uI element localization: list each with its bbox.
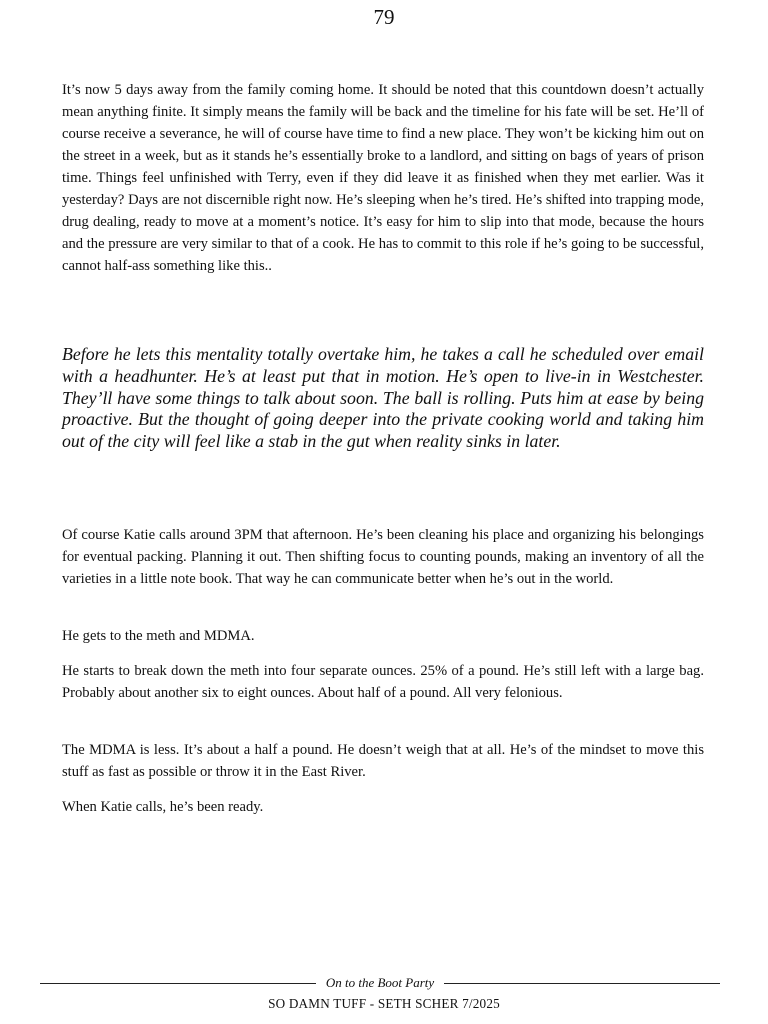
paragraph-katie-calls: Of course Katie calls around 3PM that afternoon. He’s been cleaning his place and organizing his belongings for eventual packing. Planning it out. Then shifting focus to counting pounds, making an inventory of all the varieties in a little note book. That way he can communicate better when he’s out in the world. <box>62 527 704 587</box>
footer <box>40 973 720 993</box>
page-number: 79 <box>373 5 395 29</box>
footer-rule-right <box>444 983 720 984</box>
paragraph-meth-mdma: He gets to the meth and MDMA. <box>62 628 255 644</box>
footer-rule-left <box>40 983 316 984</box>
paragraph-break-down: He starts to break down the meth into four separate ounces. 25% of a pound. He’s still left with a large bag. Probably about another six to eight ounces. About half of a pound. All very felonious. <box>62 663 704 701</box>
footer-title: On to the Boot Party <box>325 975 435 990</box>
footer-credit: SO DAMN TUFF - SETH SCHER 7/2025 <box>268 996 500 1011</box>
paragraph-mdma-less: The MDMA is less. It’s about a half a pound. He doesn’t weigh that at all. He’s of the mindset to move this stuff as fast as possible or throw it in the East River. <box>62 742 704 780</box>
paragraph-ready: When Katie calls, he’s been ready. <box>62 799 264 815</box>
paragraph-countdown: It’s now 5 days away from the family coming home. It should be noted that this countdown doesn’t actually mean anything finite. It simply means the family will be back and the timeline for his fate will be set. He’ll of course receive a severance, he will of course have time to find a new place. They won’t be kicking him out on the street in a week, but as it stands he’s essentially broke to a landlord, and sitting on bags of years of prison time. Things feel unfinished with Terry, even if they did leave it as finished when they met earlier. Was it yesterday? Days are not discernible right now. He’s sleeping when he’s tired. He’s shifted into trapping mode, drug dealing, ready to move at a moment’s notice. It’s easy for him to slip into that mode, because the hours and the pressure are very similar to that of a cook. He has to commit to this role if he’s going to be successful, cannot half-ass something like this.. <box>62 82 704 274</box>
paragraph-headhunter-italic: Before he lets this mentality totally overtake him, he takes a call he scheduled over email with a headhunter. He’s at least put that in motion. He’s open to live-in in Westchester. They’ll have some things to talk about soon. The ball is rolling. Puts him at ease by being proactive. But the thought of going deeper into the private cooking world and taking him out of the city will feel like a stab in the gut when reality sinks in later. <box>62 344 704 452</box>
